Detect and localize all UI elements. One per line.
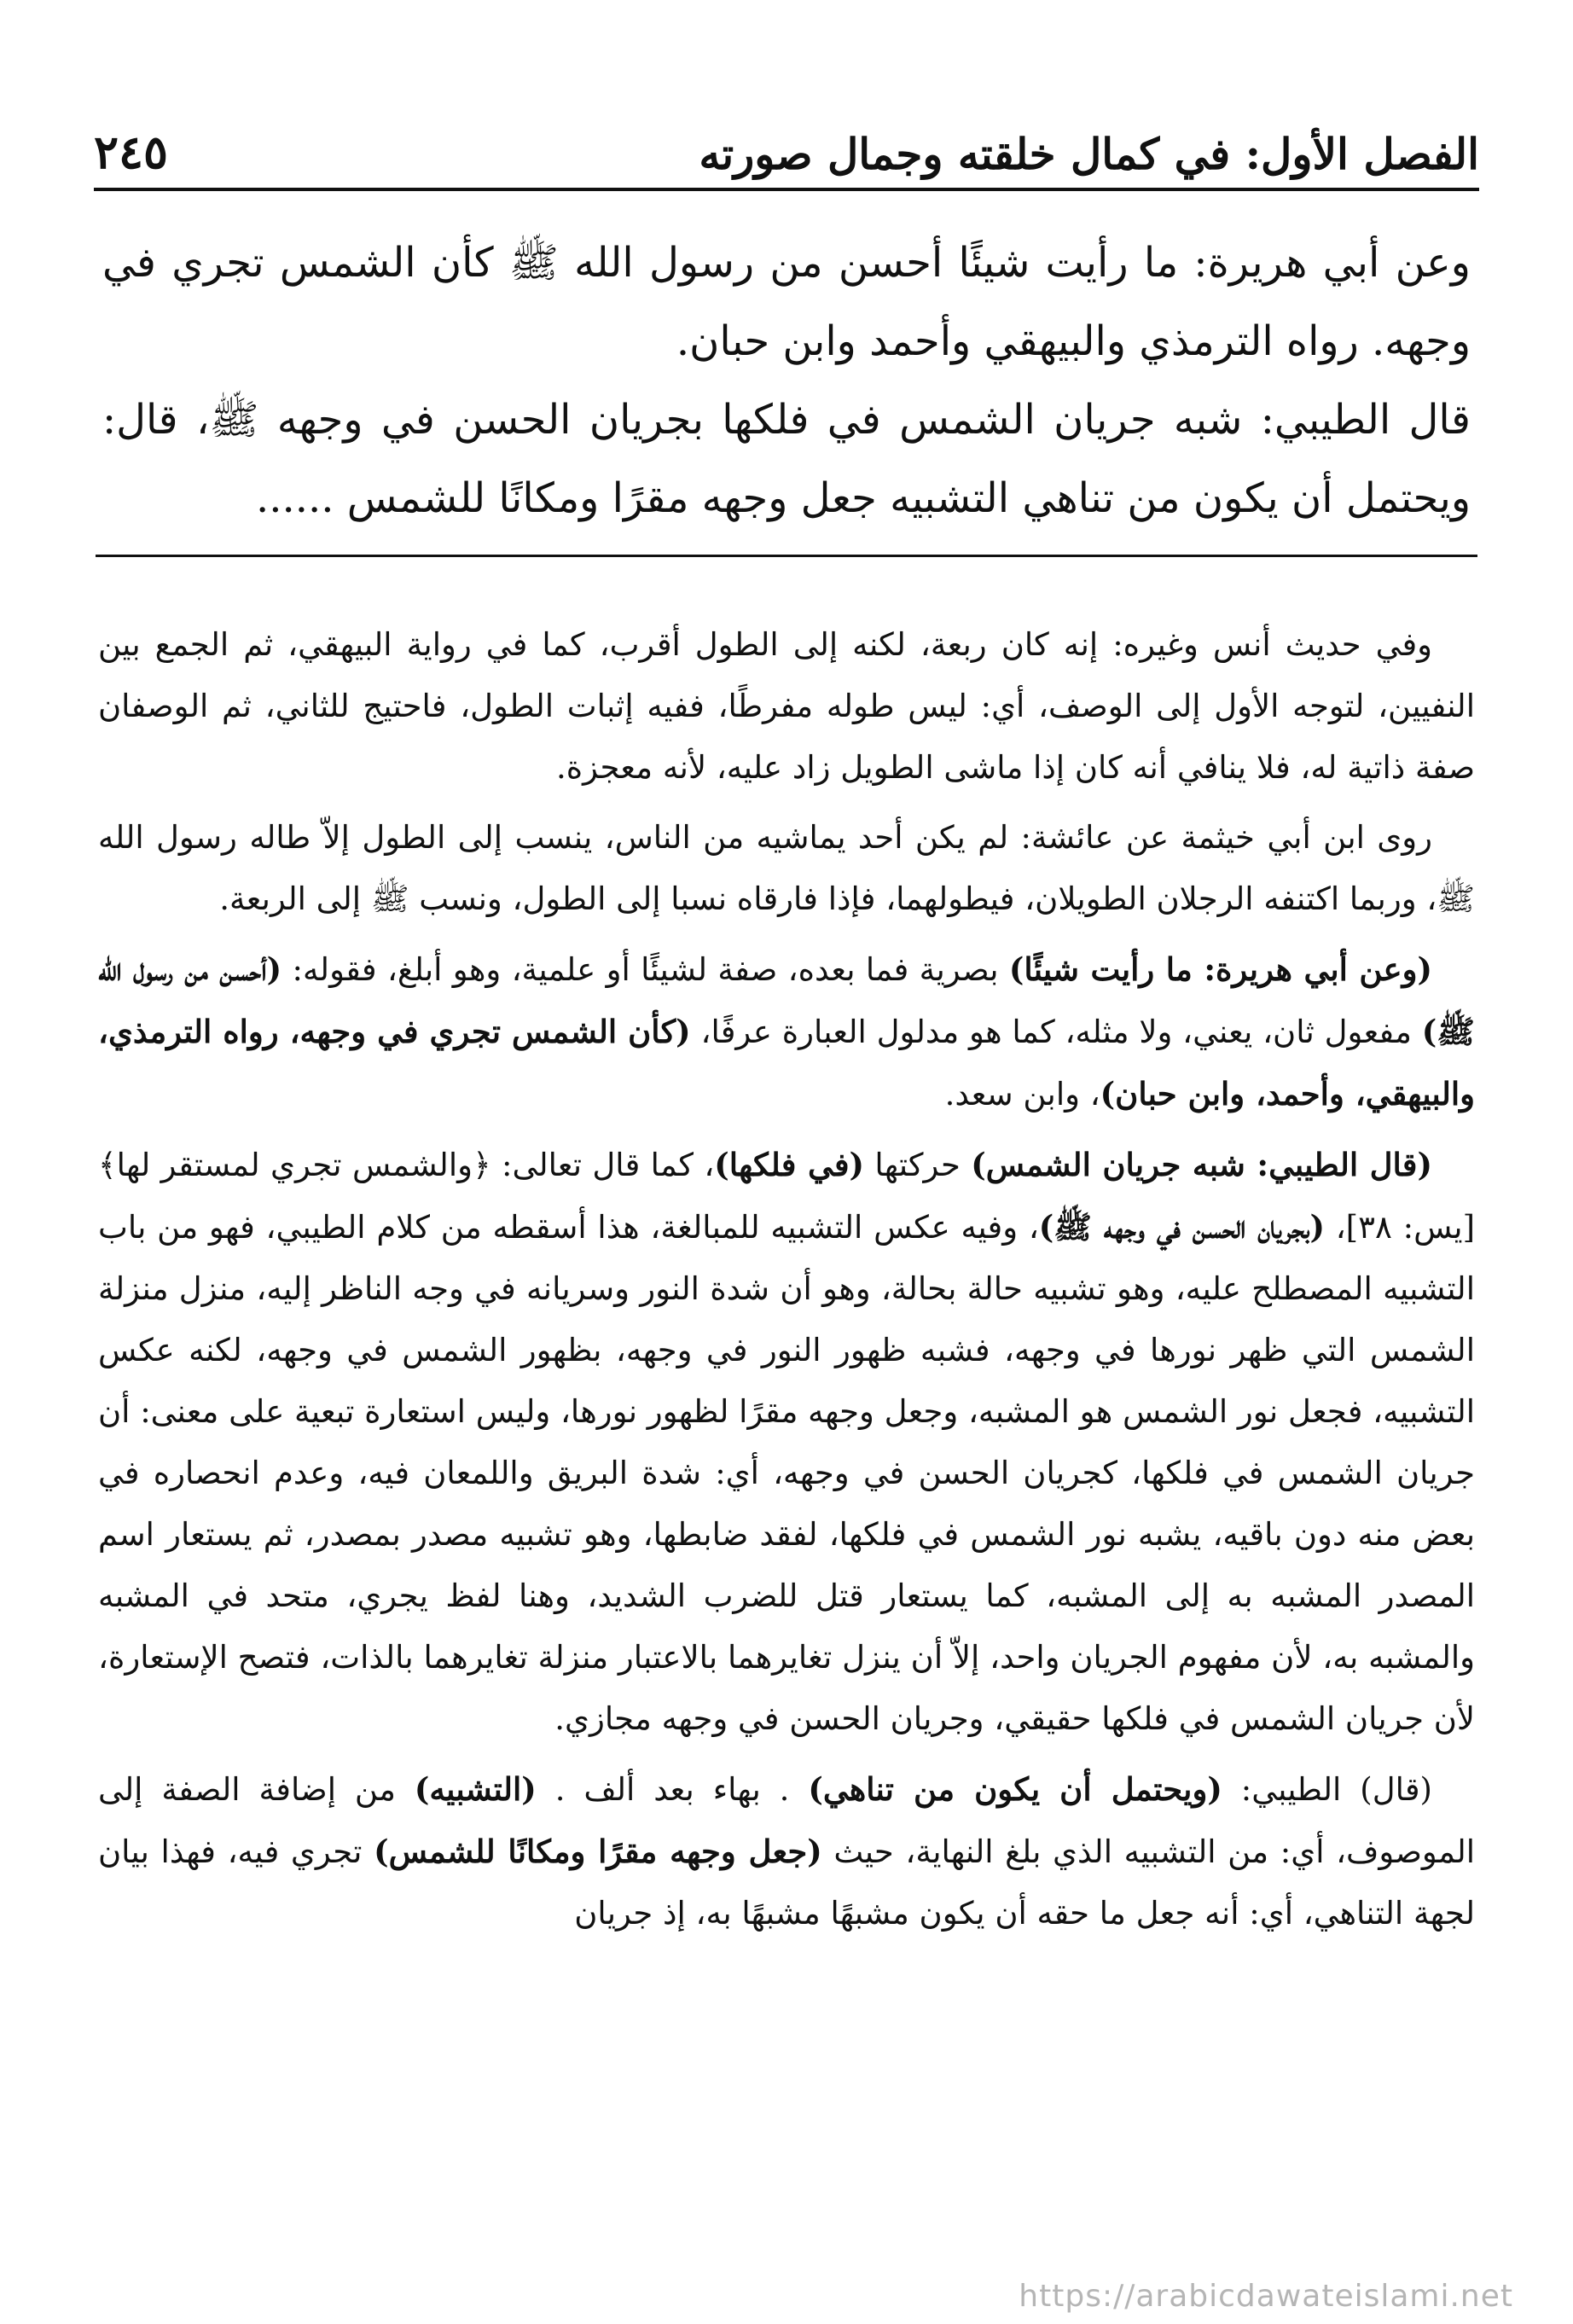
commentary-paragraph-2: روى ابن أبي خيثمة عن عائشة: لم يكن أحد يماشيه من الناس، ينسب إلى الطول إلاّ طاله رسول الله ﷺ، وربما اكتنفه الرجلان الطويلان، فيطولهما، فإذا فارقاه نسبا إلى الطول، ونسب ﷺ إلى الربعة. <box>98 819 1475 917</box>
quoted-text: (كأن الشمس تجري في وجهه، رواه الترمذي، والبيهقي، وأحمد، وابن حبان) <box>98 1013 1475 1113</box>
commentary-span: حركتها <box>864 1147 972 1183</box>
page-header <box>94 101 1479 191</box>
commentary-span: ، وابن سعد. <box>944 1076 1100 1113</box>
quoted-text: (جعل وجهه مقرًا ومكانًا للشمس) <box>374 1833 822 1870</box>
commentary-span: ، كما قال تعالى: ﴿والشمس تجري لمستقر لها﴾ [يس: ٣٨]، <box>98 1147 1475 1246</box>
matn-paragraph-2: قال الطيبي: شبه جريان الشمس في فلكها بجريان الحسن في وجهه ﷺ، قال: ويحتمل أن يكون من تناهي التشبيه جعل وجهه مقرًا ومكانًا للشمس ...... <box>102 396 1471 522</box>
commentary-paragraph-3 <box>98 938 1475 1125</box>
main-text <box>102 224 1471 537</box>
footnote-divider <box>96 555 1477 557</box>
quoted-text: (التشبيه) <box>414 1770 537 1808</box>
commentary-paragraph-1: وفي حديث أنس وغيره: إنه كان ربعة، لكنه إلى الطول أقرب، كما في رواية البيهقي، ثم الجمع بين النفيين، لتوجه الأول إلى الوصف، أي: ليس طوله مفرطًا، ففيه إثبات الطول، فاحتيج للثاني، ثم الوصفان صفة ذاتية له، فلا ينافي أنه كان إذا ماشى الطويل زاد عليه، لأنه معجزة. <box>98 626 1475 786</box>
commentary-span: (قال) الطيبي: <box>1222 1771 1432 1808</box>
matn-paragraph-1: وعن أبي هريرة: ما رأيت شيئًا أحسن من رسول الله ﷺ كأن الشمس تجري في وجهه. رواه الترمذي والبيهقي وأحمد وابن حبان. <box>102 239 1471 365</box>
commentary-span: بصرية فما بعده، صفة لشيئًا أو علمية، وهو أبلغ، فقوله: <box>282 951 1009 988</box>
watermark-url: https://arabicdawateislami.net <box>1019 2279 1513 2314</box>
commentary-span: مفعول ثان، يعني، ولا مثله، كما هو مدلول العبارة عرفًا، <box>690 1014 1422 1050</box>
quoted-text: (ويحتمل أن يكون من تناهي) <box>808 1770 1222 1808</box>
quoted-text: (قال الطيبي: شبه جريان الشمس) <box>971 1146 1433 1183</box>
commentary-span: . بهاء بعد ألف . <box>536 1771 809 1808</box>
quoted-text: (في فلكها) <box>714 1146 865 1183</box>
quoted-text: (بجريان الحسن في وجهه ﷺ) <box>1038 1208 1325 1246</box>
commentary-span: تجري فيه، فهذا بيان لجهة التناهي، أي: أنه جعل ما حقه أن يكون مشبهًا مشبهًا به، إذ جريان <box>98 1833 1475 1932</box>
page-number: ٢٤٥ <box>94 124 169 179</box>
quoted-text: (وعن أبي هريرة: ما رأيت شيئًا) <box>1008 950 1432 988</box>
commentary-paragraph-5 <box>98 1758 1475 1944</box>
chapter-title: الفصل الأول: في كمال خلقته وجمال صورته <box>699 129 1479 179</box>
commentary-span: ، وفيه عكس التشبيه للمبالغة، هذا أسقطه من كلام الطيبي، فهو من باب التشبيه المصطلح عليه، وهو تشبيه حالة بحالة، وهو أن شدة النور وسريانه في وجه الناظر إليه، منزل منزلة الشمس التي ظهر نورها في وجهه، فشبه ظهور النور في وجهه، بظهور الشمس في وجهه، لكنه عكس التشبيه، فجعل نور الشمس هو المشبه، وجعل وجهه مقرًا لظهور نورها، وليس استعارة تبعية على معنى: أن جريان الشمس في فلكها، كجريان الحسن في وجهه، أي: شدة البريق واللمعان فيه، وعدم انحصاره في بعض منه دون باقيه، يشبه نور الشمس في فلكها، لفقد ضابطها، وهو تشبيه مصدر بمصدر، ثم يستعار اسم المصدر المشبه به إلى المشبه، كما يستعار قتل للضرب الشديد، وهنا لفظ يجري، متحد في المشبه والمشبه به، لأن مفهوم الجريان واحد، إلاّ أن ينزل تغايرهما بالاعتبار منزلة تغايرهما بالذات، فتصح الإستعارة، لأن جريان الشمس في فلكها حقيقي، وجريان الحسن في وجهه مجازي. <box>98 1209 1475 1737</box>
commentary-paragraph-4 <box>98 1134 1475 1750</box>
quoted-text: (أحسن من رسول الله ﷺ) <box>98 950 1475 1050</box>
commentary-span: من إضافة الصفة إلى الموصوف، أي: من التشبيه الذي بلغ النهاية، حيث <box>98 1771 1475 1870</box>
commentary-text <box>98 614 1475 1944</box>
